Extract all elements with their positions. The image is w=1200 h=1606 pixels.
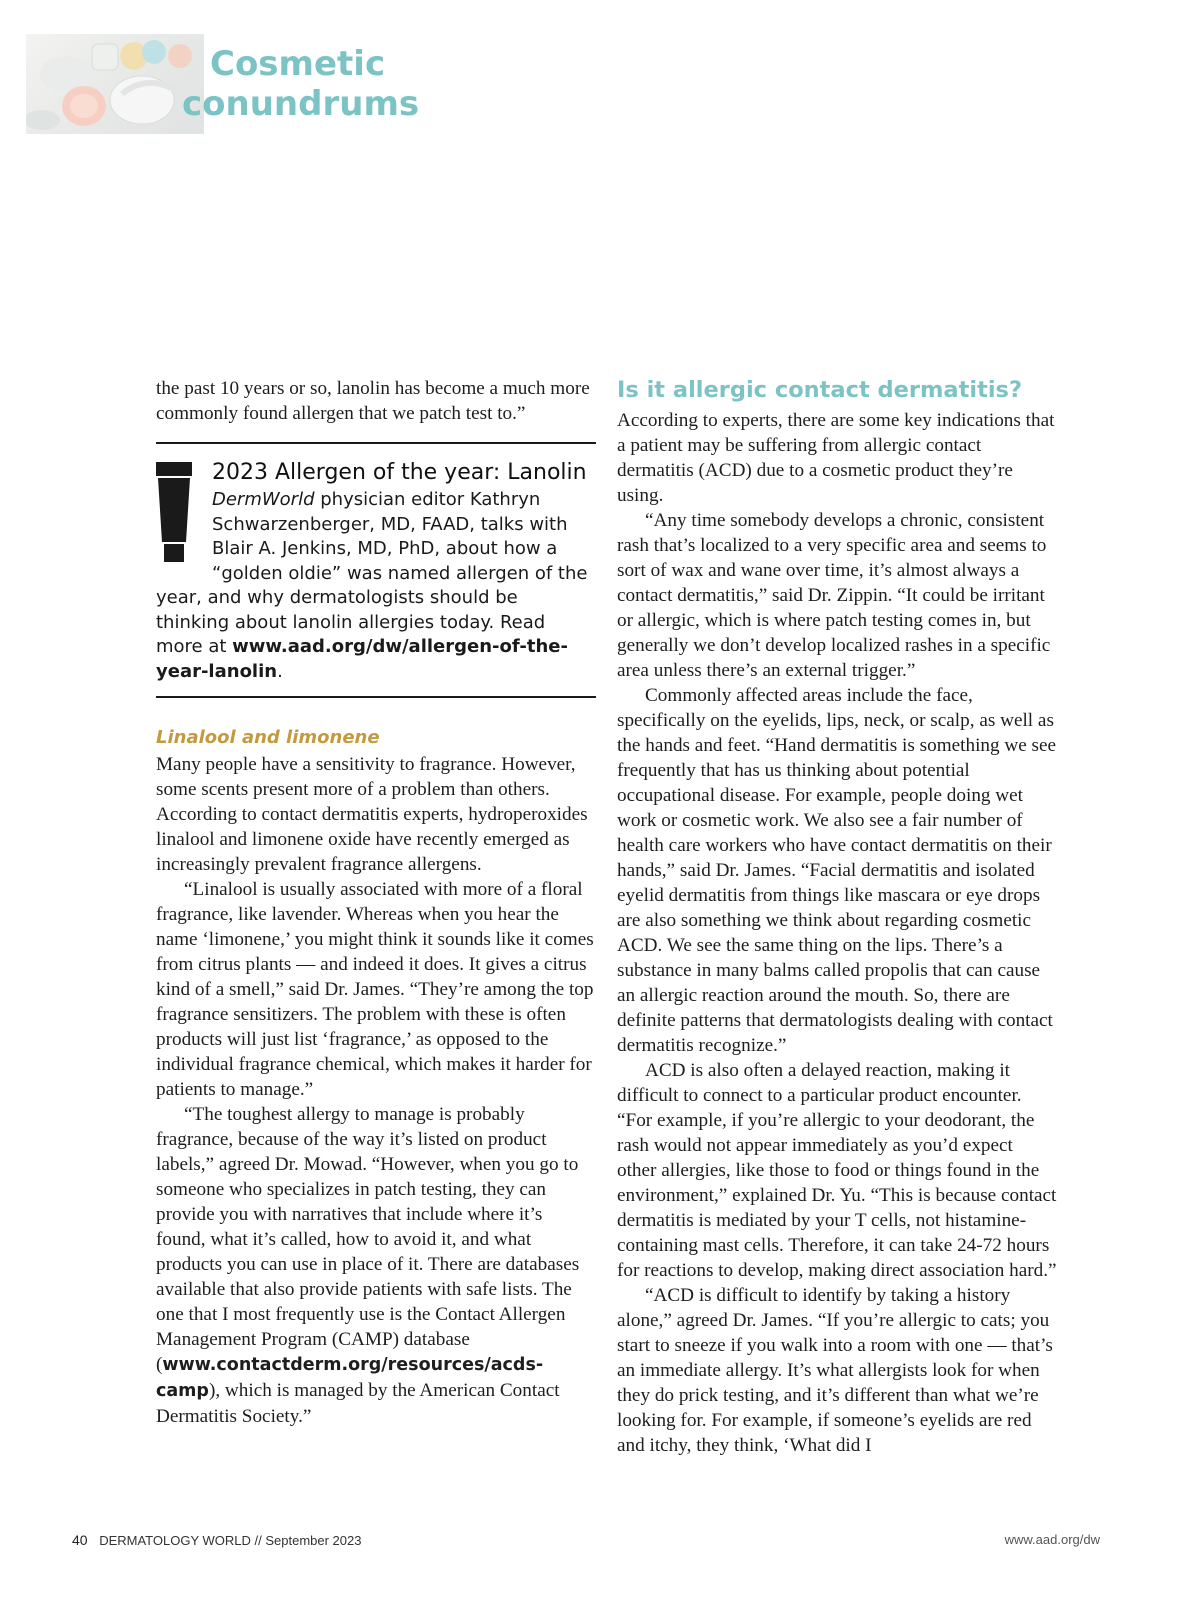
cosmetics-jars-illustration <box>26 34 204 134</box>
body-paragraph: According to experts, there are some key indications that a patient may be suffering from allergic contact dermatitis (ACD) due to a cosmetic product they’re using. <box>617 410 1055 506</box>
body-paragraph: ACD is also often a delayed reaction, making it difficult to connect to a particular product encounter. “For example, if you’re allergic to your deodorant, the rash would not appear immediately as you’d expect other allergies, like those to food or things found in the environment,” explained Dr. Yu. “This is because contact dermatitis is mediated by your T cells, not histamine-containing mast cells. Therefore, it can take 24-72 hours for reactions to develop, making direct association hard.” <box>617 1060 1057 1281</box>
sidebar-body-end: . <box>277 660 283 682</box>
body-paragraph: “Linalool is usually associated with more of a floral fragrance, like lavender. Whereas when you hear the name ‘limonene,’ you might think it sounds like it comes from citrus plants — and indeed it does. It gives a citrus kind of a smell,” said Dr. James. “They’re among the top fragrance sensitizers. The problem with these is often products will just list ‘fragrance,’ as opposed to the individual fragrance chemical, which makes it harder for patients to manage.” <box>156 879 594 1100</box>
sidebar-link[interactable]: www.aad.org/dw/allergen-of-the-year-lanolin <box>156 636 568 682</box>
heading-acd: Is it allergic contact dermatitis? <box>617 377 1022 403</box>
publication-info: DERMATOLOGY WORLD // September 2023 <box>99 1533 362 1548</box>
camp-link[interactable]: www.contactderm.org/resources/acds-camp <box>156 1355 544 1401</box>
subhead-linalool: Linalool and limonene <box>156 727 380 748</box>
sidebar-box <box>156 442 596 698</box>
camp-text-before: “The toughest allergy to manage is probably fragrance, because of the way it’s listed on product labels,” agreed Dr. Mowad. “However, when you go to someone who specializes in patch testing, they can provide you with narratives that include where it’s found, what it’s called, how to avoid it, and what products you can use in place of it. There are databases available that also provide patients with safe lists. The one that I most frequently use is the Contact Allergen Management Program (CAMP) database ( <box>156 1104 580 1375</box>
body-paragraph: “Any time somebody develops a chronic, consistent rash that’s localized to a very specific area and seems to sort of wax and wane over time, it’s almost always a contact dermatitis,” said Dr. Zippin. “It could be irritant or allergic, which is where patch testing comes in, but generally we don’t develop localized rashes in a specific area unless there’s an external trigger.” <box>617 510 1051 681</box>
footer-left <box>72 1532 361 1548</box>
sidebar-body-text: physician editor Kathryn Schwarzenberger, MD, FAAD, talks with Blair A. Jenkins, MD, PhD, about how a “golden oldie” was named allergen of the year, and why dermatologists should be thinking about lanolin allergies today. Read more at <box>156 489 588 657</box>
sidebar-publication-name: DermWorld <box>212 489 315 510</box>
header-cosmetics-photo <box>26 34 204 134</box>
left-column <box>156 376 596 1429</box>
footer-url[interactable]: www.aad.org/dw <box>1004 1532 1100 1547</box>
intro-paragraph: the past 10 years or so, lanolin has become a much more commonly found allergen that we patch test to.” <box>156 378 590 424</box>
right-column <box>617 376 1057 1458</box>
camp-text-after: ), which is managed by the American Contact Dermatitis Society.” <box>156 1380 560 1427</box>
section-title <box>182 44 419 124</box>
section-title-line1: Cosmetic <box>210 44 386 84</box>
body-paragraph: Commonly affected areas include the face, specifically on the eyelids, lips, neck, or scalp, as well as the hands and feet. “Hand dermatitis is something we see frequently that has us thinking about potential occupational disease. For example, people doing wet work or cosmetic work. We also see a fair number of health care workers who have contact dermatitis on their hands,” said Dr. James. “Facial dermatitis and isolated eyelid dermatitis from things like mascara or eye drops are also something we think about regarding cosmetic ACD. We see the same thing on the lips. There’s a substance in many balms called propolis that can cause an allergic reaction around the mouth. So, there are definite patterns that dermatologists dealing with contact dermatitis recognize.” <box>617 685 1057 1056</box>
page-footer <box>72 1532 1100 1552</box>
section-title-line2: conundrums <box>182 84 420 124</box>
sidebar-title: 2023 Allergen of the year: Lanolin <box>212 460 587 485</box>
page-number: 40 <box>72 1532 88 1548</box>
sidebar-body <box>156 488 596 684</box>
body-paragraph: Many people have a sensitivity to fragrance. However, some scents present more of a problem than others. According to contact dermatitis experts, hydroperoxides linalool and limonene oxide have recently emerged as increasingly prevalent fragrance allergens. <box>156 754 588 875</box>
lotion-tube-icon <box>156 462 192 564</box>
body-paragraph-camp <box>156 1102 596 1429</box>
body-paragraph: “ACD is difficult to identify by taking a history alone,” agreed Dr. James. “If you’re allergic to cats; you start to sneeze if you walk into a room with one — that’s an immediate allergy. It’s what allergists look for when they do prick testing, and it’s different than what we’re looking for. For example, if someone’s eyelids are red and itchy, they think, ‘What did I <box>617 1285 1053 1456</box>
